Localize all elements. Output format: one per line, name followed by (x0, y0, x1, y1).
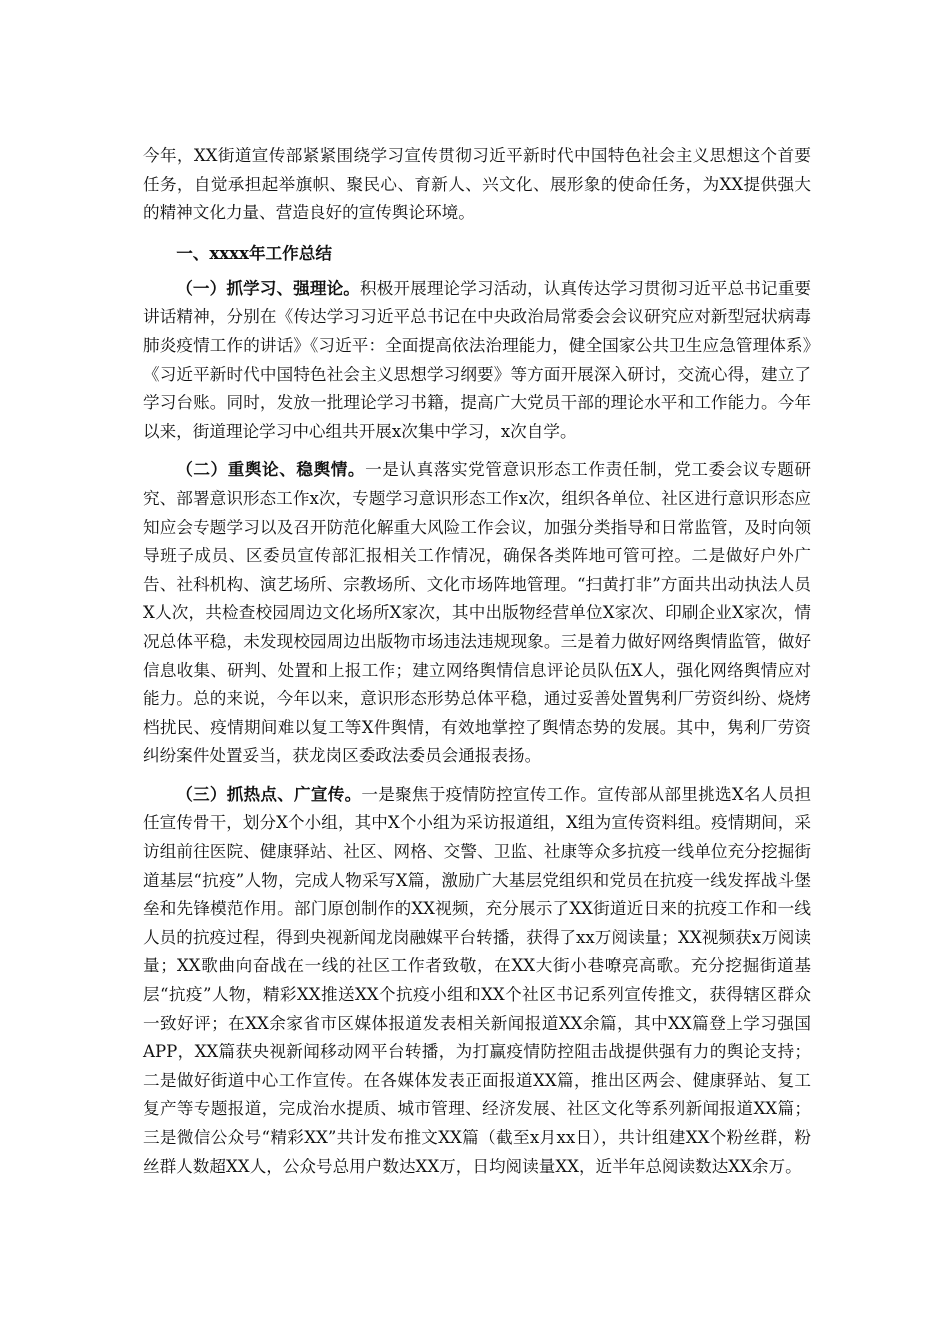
section-heading: 一、xxxx年工作总结 (176, 242, 332, 263)
section-3-paragraph (143, 780, 811, 1181)
intro-paragraph: 今年，XX街道宣传部紧紧围绕学习宣传贯彻习近平新时代中国特色社会主义思想这个首要任务，自觉承担起举旗帜、聚民心、育新人、兴文化、展形象的使命任务，为XX提供强大的精神文化力量、营造良好的宣传舆论环境。 (143, 146, 811, 223)
document-page (143, 142, 811, 1181)
paragraph-gap (143, 771, 811, 780)
section-3-body: 一是聚焦于疫情防控宣传工作。宣传部从部里挑选X名人员担任宣传骨干，划分X个小组，其中X个小组为采访报道组，X组为宣传资料组。疫情期间，采访组前往医院、健康驿站、社区、网格、交警、卫监、社康等众多抗疫一线单位充分挖掘街道基层“抗疫”人物，完成人物采写X篇，激励广大基层党组织和党员在抗疫一线发挥战斗堡垒和先锋模范作用。部门原创制作的XX视频，充分展示了XX街道近日来的抗疫工作和一线人员的抗疫过程，得到央视新闻龙岗融媒平台转播，获得了xx万阅读量；XX视频获x万阅读量；XX歌曲向奋战在一线的社区工作者致敬，在XX大街小巷嘹亮高歌。充分挖掘街道基层“抗疫”人物，精彩XX推送XX个抗疫小组和XX个社区书记系列宣传推文，获得辖区群众一致好评；在XX余家省市区媒体报道发表相关新闻报道XX余篇，其中XX篇登上学习强国APP，XX篇获央视新闻移动网平台转播，为打赢疫情防控阻击战提供强有力的舆论支持；二是做好街道中心工作宣传。在各媒体发表正面报道XX篇，推出区两会、健康驿站、复工复产等专题报道，完成治水提质、城市管理、经济发展、社区文化等系列新闻报道XX篇；三是微信公众号“精彩XX”共计发布推文XX篇（截至x月xx日），共计组建XX个粉丝群，粉丝群人数超XX人，公众号总用户数达XX万，日均阅读量XX，近半年总阅读数达XX余万。 (143, 784, 812, 1176)
section-1-title: （一）抓学习、强理论。 (176, 277, 360, 298)
section-2-title: （二）重舆论、稳舆情。 (176, 459, 366, 480)
section-3-title: （三）抓热点、广宣传。 (176, 783, 362, 804)
section-1-paragraph (143, 274, 811, 447)
paragraph-gap (143, 446, 811, 455)
section-2-body: 一是认真落实党管意识形态工作责任制，党工委会议专题研究、部署意识形态工作x次，专题学习意识形态工作x次，组织各单位、社区进行意识形态应知应会专题学习以及召开防范化解重大风险工作会议，加强分类指导和日常监管，及时向领导班子成员、区委员宣传部汇报相关工作情况，确保各类阵地可管可控。二是做好户外广告、社科机构、演艺场所、宗教场所、文化市场阵地管理。“扫黄打非”方面共出动执法人员X人次，共检查校园周边文化场所X家次，其中出版物经营单位X家次、印刷企业X家次，情况总体平稳，未发现校园周边出版物市场违法违规现象。三是着力做好网络舆情监管，做好信息收集、研判、处置和上报工作；建立网络舆情信息评论员队伍X人，强化网络舆情应对能力。总的来说，今年以来，意识形态形势总体平稳，通过妥善处置隽利厂劳资纠纷、烧烤档扰民、疫情期间难以复工等X件舆情，有效地掌控了舆情态势的发展。其中，隽利厂劳资纠纷案件处置妥当，获龙岗区委政法委员会通报表扬。 (143, 460, 812, 766)
section-2-paragraph (143, 455, 811, 771)
section-1-body: 积极开展理论学习活动，认真传达学习贯彻习近平总书记重要讲话精神，分别在《传达学习习近平总书记在中央政治局常委会会议研究应对新型冠状病毒肺炎疫情工作的讲话》《习近平：全面提高依法治理能力，健全国家公共卫生应急管理体系》《习近平新时代中国特色社会主义思想学习纲要》等方面开展深入研讨，交流心得，建立了学习台账。同时，发放一批理论学习书籍，提高广大党员干部的理论水平和工作能力。今年以来，街道理论学习中心组共开展x次集中学习，x次自学。 (143, 278, 812, 441)
